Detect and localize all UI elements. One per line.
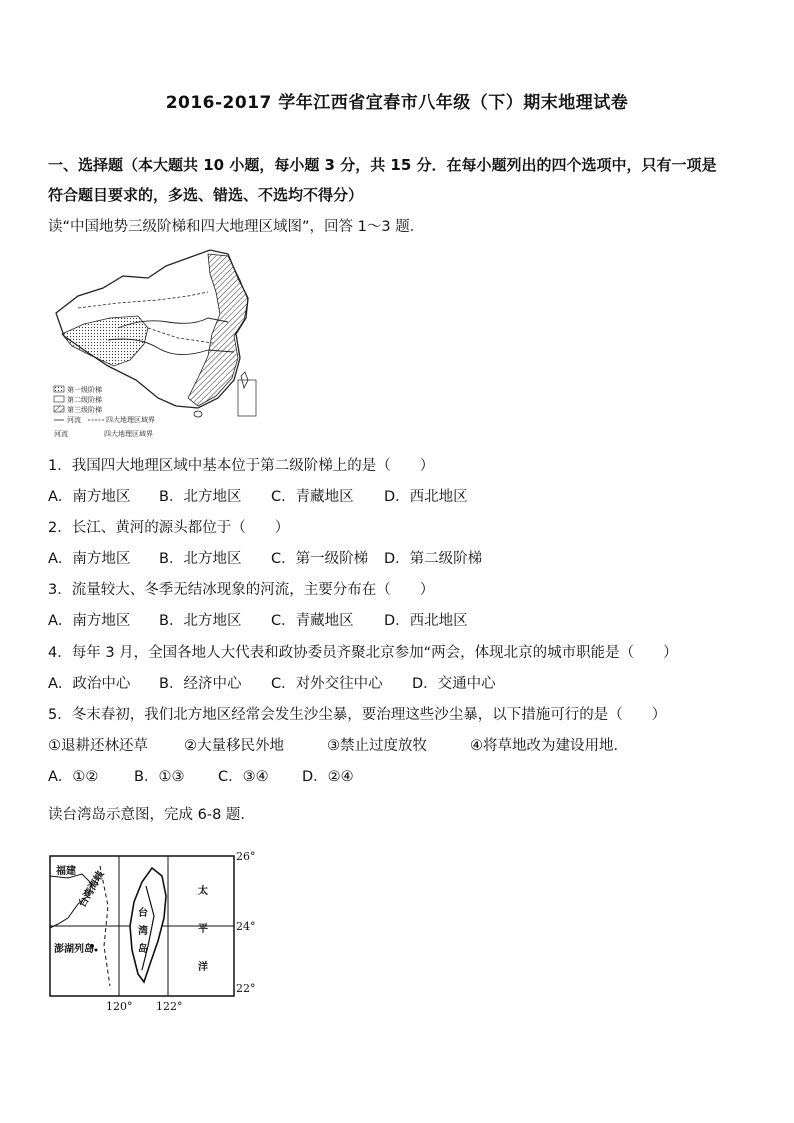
question-1-stem: 1．我国四大地理区域中基本位于第二级阶梯上的是（ ） — [48, 458, 435, 474]
question-2-stem: 2．长江、黄河的源头都位于（ ） — [48, 520, 290, 536]
q4-option-b[interactable]: B．经济中心 — [159, 676, 242, 692]
legend-swatch-third — [54, 406, 64, 412]
q2-option-c[interactable]: C．第一级阶梯 — [271, 551, 369, 567]
section-heading-line1: 一、选择题（本大题共 10 小题，每小题 3 分，共 15 分．在每小题列出的四个选项中，只有一项是 — [48, 156, 717, 174]
label-fujian: 福建 — [56, 866, 76, 877]
intro-map1: 读“中国地势三级阶梯和四大地理区域图”，回答 1～3 题． — [48, 219, 425, 235]
q3-option-b[interactable]: B．北方地区 — [159, 613, 242, 629]
south-sea-inset — [238, 380, 256, 416]
q1-option-a[interactable]: A．南方地区 — [48, 489, 131, 505]
intro-map2: 读台湾岛示意图，完成 6-8 题． — [48, 807, 255, 823]
china-map-svg — [48, 248, 260, 442]
label-pacific-1: 太 — [198, 886, 208, 897]
question-4-stem: 4．每年 3 月，全国各地人大代表和政协委员齐聚北京参加“两会，体现北京的城市职能是（ ） — [48, 645, 678, 661]
q5-statement-4: ④将草地改为建设用地． — [470, 738, 628, 754]
legend-third-step: 第三级阶梯 — [67, 406, 102, 414]
q1-option-b[interactable]: B．北方地区 — [159, 489, 242, 505]
question-1-options — [48, 486, 468, 508]
hainan-shape — [194, 411, 202, 417]
q2-option-a[interactable]: A．南方地区 — [48, 551, 131, 567]
legend-row2-river: 河流 — [54, 430, 68, 438]
label-pacific-2: 平 — [198, 924, 208, 935]
q1-option-d[interactable]: D．西北地区 — [384, 489, 468, 505]
question-5-statements — [48, 735, 628, 757]
lon-label-122: 122° — [156, 1000, 183, 1013]
question-3-options — [48, 610, 468, 632]
legend-second-step: 第二级阶梯 — [67, 396, 102, 404]
penghu-dot-2 — [95, 949, 98, 952]
lon-label-120: 120° — [106, 1000, 133, 1013]
legend-swatch-second — [54, 396, 64, 402]
q5-statement-3: ③禁止过度放牧 — [327, 738, 427, 754]
q4-option-c[interactable]: C．对外交往中心 — [271, 676, 383, 692]
label-penghu: 澎湖列岛 — [54, 944, 94, 955]
q4-option-a[interactable]: A．政治中心 — [48, 676, 131, 692]
section-heading-line2: 符合题目要求的，多选、错选、不选均不得分） — [48, 186, 364, 204]
q5-option-a[interactable]: A．①② — [48, 769, 99, 785]
q4-option-d[interactable]: D．交通中心 — [412, 676, 496, 692]
q5-option-d[interactable]: D．②④ — [302, 769, 354, 785]
question-5-options — [48, 766, 354, 788]
legend-swatch-first — [54, 386, 64, 392]
lat-label-24: 24° — [236, 920, 256, 933]
taiwan-map-svg — [48, 846, 270, 1016]
q5-statement-2: ②大量移民外地 — [184, 738, 284, 754]
q2-option-b[interactable]: B．北方地区 — [159, 551, 242, 567]
china-terrain-map — [48, 248, 260, 442]
question-5-stem: 5．冬末春初，我们北方地区经常会发生沙尘暴，要治理这些沙尘暴，以下措施可行的是（ ） — [48, 707, 667, 723]
legend-boundary-text: 四大地理区域界 — [106, 416, 155, 424]
label-island-3: 岛 — [138, 944, 148, 955]
q1-option-c[interactable]: C．青藏地区 — [271, 489, 354, 505]
q2-option-d[interactable]: D．第二级阶梯 — [384, 551, 483, 567]
taiwan-map — [48, 846, 270, 1016]
question-4-options — [48, 673, 496, 695]
q5-option-b[interactable]: B．①③ — [134, 769, 185, 785]
q3-option-a[interactable]: A．南方地区 — [48, 613, 131, 629]
q3-option-d[interactable]: D．西北地区 — [384, 613, 468, 629]
question-3-stem: 3．流量较大、冬季无结冰现象的河流，主要分布在（ ） — [48, 582, 435, 598]
label-island-1: 台 — [138, 908, 148, 919]
q3-option-c[interactable]: C．青藏地区 — [271, 613, 354, 629]
q5-option-c[interactable]: C．③④ — [218, 769, 269, 785]
label-island-2: 湾 — [138, 926, 148, 937]
q5-statement-1: ①退耕还林还草 — [48, 738, 148, 754]
label-strait: 台湾海峡 — [77, 869, 107, 910]
legend-river-text: 河流 — [67, 416, 81, 424]
legend-first-step: 第一级阶梯 — [67, 386, 102, 394]
label-pacific-3: 洋 — [198, 962, 208, 973]
lat-label-22: 22° — [236, 982, 256, 995]
lat-label-26: 26° — [236, 850, 256, 863]
question-2-options — [48, 548, 482, 570]
legend-row2-boundary: 四大地理区域界 — [104, 430, 153, 438]
page-title: 2016-2017 学年江西省宜春市八年级（下）期末地理试卷 — [165, 93, 629, 113]
